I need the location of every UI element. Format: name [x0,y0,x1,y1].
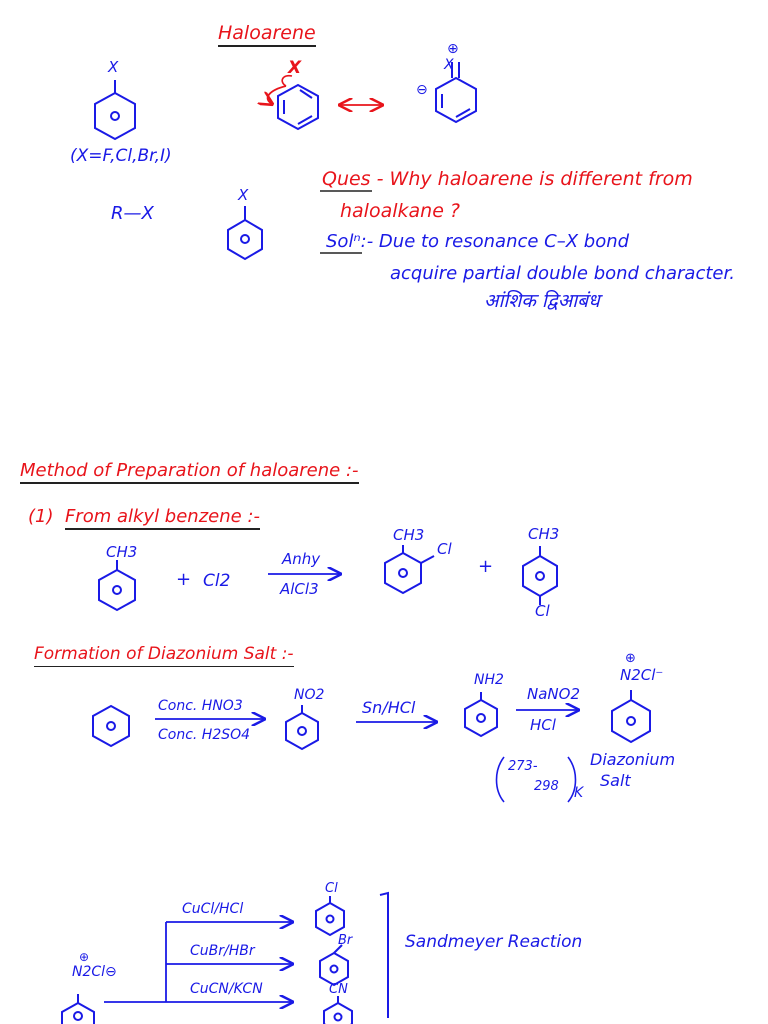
products-plus: + [478,556,494,577]
chlorobenzene-ring [316,896,344,935]
sandmeyer-start-plus: ⊕ [79,950,90,964]
rx-ring-x-label: X [238,186,249,204]
sandmeyer-bracket [380,893,388,1018]
halogen-options: (X=F,Cl,Br,I) [70,146,172,166]
diazonium-formula: N2Cl⁻ [620,666,664,684]
temperature-low: 273- [508,759,538,774]
toluene-ring [99,560,135,610]
benzene-start-ring [93,706,129,746]
method1-heading: (1) From alkyl benzene :- [28,508,260,526]
ortho-ch3: CH3 [393,526,425,544]
toluene-ch3: CH3 [106,543,138,561]
diazotization-reagent-top: NaNO2 [527,685,580,703]
resonance-plus-charge: ⊕ [447,41,459,57]
diazonium-label-1: Diazonium [590,750,676,769]
solution-line-1: Solⁿ:- Due to resonance C–X bond [326,231,630,252]
product-cn: CN [329,982,348,997]
aniline-ring [465,692,497,736]
sandmeyer-start-formula: N2Cl⊖ [72,964,117,980]
temperature-bracket-left [497,757,505,802]
bromobenzene-ring [320,945,348,985]
reagent-cubr: CuBr/HBr [190,943,255,959]
alkyl-halide-label: R—X [111,203,154,224]
catalyst-alcl3: AlCl3 [280,580,319,598]
nitrobenzene-ring [286,705,318,749]
nitro-group: NO2 [294,687,325,703]
section-methods-heading: Method of Preparation of haloarene :- [20,462,359,480]
nitration-reagent-top: Conc. HNO3 [158,698,243,714]
method1-plus: + [176,569,192,590]
benzene-ring-haloarene [95,80,135,139]
temperature-high: 298 [534,779,559,794]
solution-hindi: आंशिक द्विआबंध [484,290,600,312]
resonance-structure-1 [278,85,318,129]
diazonium-heading: Formation of Diazonium Salt :- [34,646,294,663]
substituent-x-label: X [108,58,119,76]
chlorine-reagent: Cl2 [203,571,231,591]
reagent-cucl: CuCl/HCl [182,901,244,917]
resonance-structure-2 [436,62,476,122]
ortho-cl: Cl [437,540,452,558]
product-br: Br [338,933,353,948]
diazotization-reagent-bottom: HCl [530,716,556,734]
solution-line-2: acquire partial double bond character. [390,263,735,284]
resonance-minus-charge: ⊖ [416,82,428,98]
question-line-2: haloalkane ? [340,200,461,222]
diazonium-plus: ⊕ [625,651,636,666]
diazonium-ring [612,690,650,742]
reagent-cucn: CuCN/KCN [190,981,263,997]
diazonium-label-2: Salt [600,771,631,790]
para-cl: Cl [535,602,550,620]
reduction-reagent: Sn/HCl [362,698,416,717]
benzonitrile-ring [324,996,352,1024]
benzene-ring-rx [228,206,262,259]
resonance-x-atom: X [444,57,454,73]
para-ch3: CH3 [528,525,560,543]
sandmeyer-start-ring [62,994,94,1024]
nitration-reagent-bottom: Conc. H2SO4 [158,727,251,743]
sandmeyer-label: Sandmeyer Reaction [405,932,583,952]
resonance-halogen-atom: X [288,58,302,78]
amino-group: NH2 [474,672,504,688]
para-product-ring [523,546,557,605]
product-cl: Cl [325,881,338,896]
temperature-unit: K [574,785,584,801]
ortho-product-ring [385,545,434,593]
question-line-1: Ques - Why haloarene is different from [322,168,693,190]
catalyst-anhy: Anhy [282,550,321,568]
page-title: Haloarene [218,24,316,43]
